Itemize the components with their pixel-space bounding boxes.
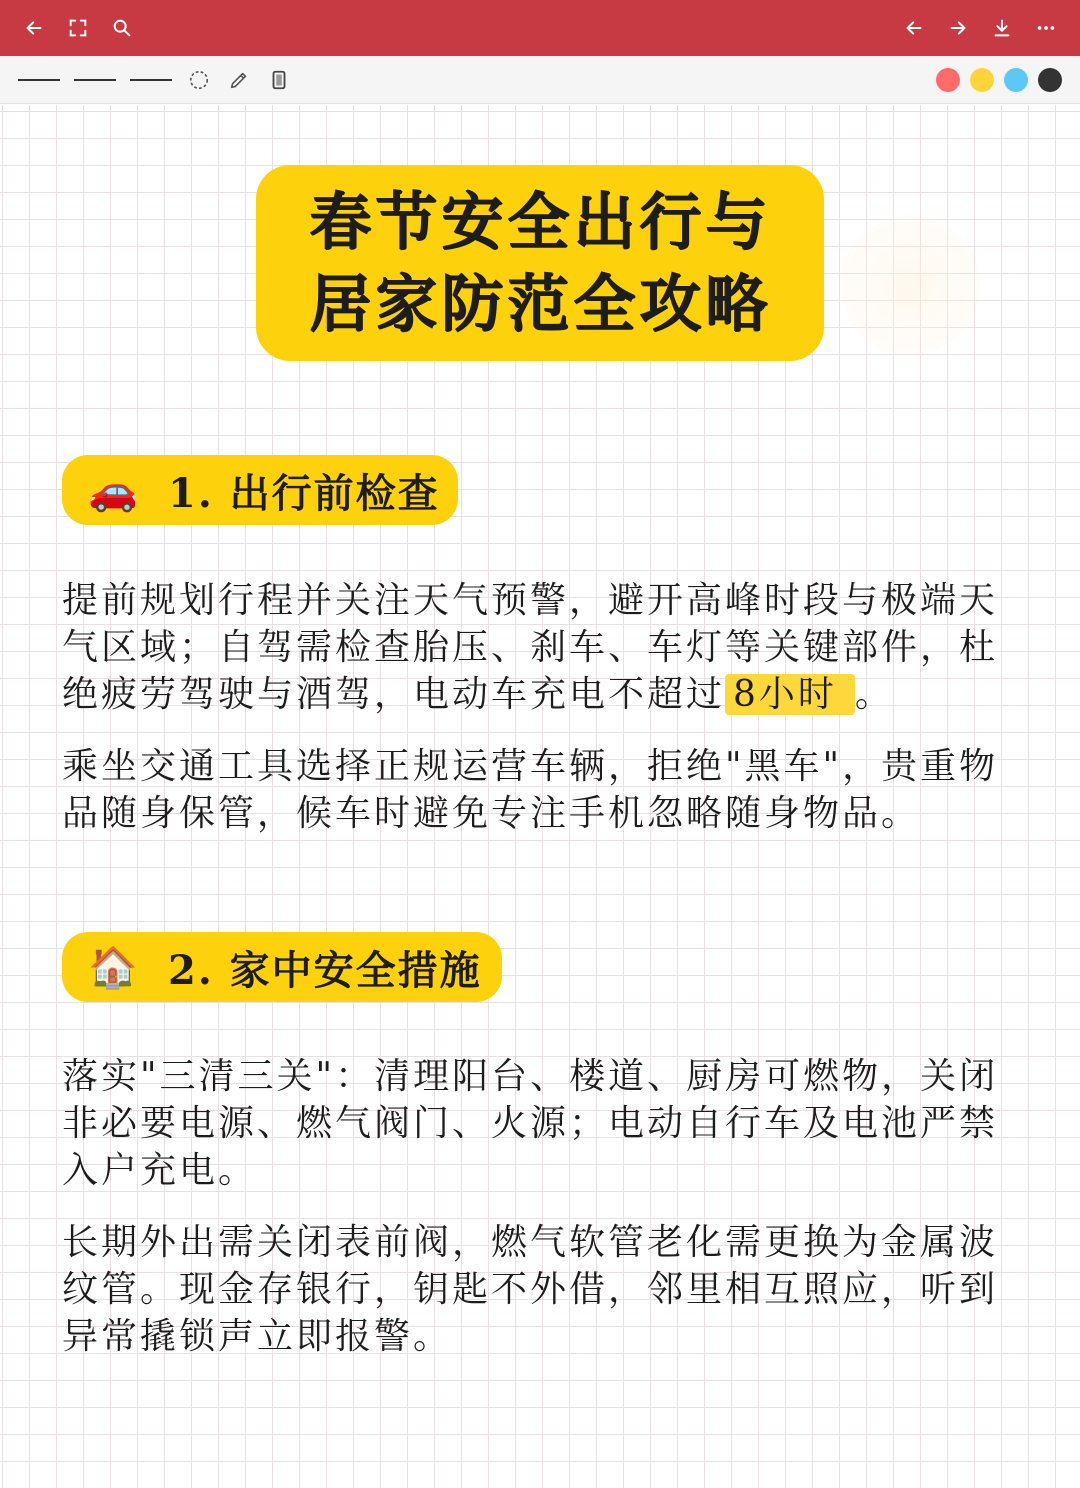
color-swatch-red[interactable] xyxy=(936,68,960,92)
note-canvas[interactable] xyxy=(0,105,1080,1488)
house-icon: 🏠 xyxy=(88,944,138,991)
drawing-toolbar xyxy=(0,56,1080,104)
download-icon[interactable] xyxy=(984,10,1020,46)
title-banner xyxy=(256,165,824,361)
car-icon: 🚗 xyxy=(88,467,138,514)
color-swatch-black[interactable] xyxy=(1038,68,1062,92)
thick-line-tool[interactable] xyxy=(130,79,172,81)
section-1-header xyxy=(62,455,458,525)
back-arrow-icon[interactable] xyxy=(16,10,52,46)
more-options-icon[interactable] xyxy=(1028,10,1064,46)
section-2-title: 2. 家中安全措施 xyxy=(168,946,482,994)
section-1-paragraph-1-text: 提前规划行程并关注天气预警，避开高峰时段与极端天气区域；自驾需检查胎压、刹车、车灯等关键部件，杜绝疲劳驾驶与酒驾，电动车充电不超过 xyxy=(62,580,999,715)
section-1-paragraph-1-end: 。 xyxy=(854,674,894,715)
thin-line-tool[interactable] xyxy=(18,79,60,81)
search-icon[interactable] xyxy=(104,10,140,46)
color-swatch-blue[interactable] xyxy=(1004,68,1028,92)
fullscreen-icon[interactable] xyxy=(60,10,96,46)
section-1-title: 1. 出行前检查 xyxy=(168,469,440,517)
section-2-header xyxy=(62,932,502,1002)
color-swatch-yellow[interactable] xyxy=(970,68,994,92)
medium-line-tool[interactable] xyxy=(74,79,116,81)
undo-arrow-icon[interactable] xyxy=(896,10,932,46)
section-2-paragraph-1: 落实"三清三关"：清理阳台、楼道、厨房可燃物，关闭非必要电源、燃气阀门、火源；电动自行车及电池严禁入户充电。 xyxy=(62,1056,999,1191)
title-line-1: 春节安全出行与 xyxy=(308,185,771,258)
color-swatches xyxy=(936,68,1062,92)
page-icon[interactable] xyxy=(266,67,292,93)
pencil-icon[interactable] xyxy=(226,67,252,93)
redo-arrow-icon[interactable] xyxy=(940,10,976,46)
section-2-paragraph-2: 长期外出需关闭表前阀，燃气软管老化需更换为金属波纹管。现金存银行，钥匙不外借，邻里相互照应，听到异常撬锁声立即报警。 xyxy=(62,1222,999,1357)
decorative-glow xyxy=(840,215,980,355)
tool-group xyxy=(18,67,292,93)
highlight-8-hours: 8小时 xyxy=(725,674,855,715)
top-bar-right-group xyxy=(896,10,1064,46)
section-1-paragraph-2: 乘坐交通工具选择正规运营车辆，拒绝"黑车"，贵重物品随身保管，候车时避免专注手机忽略随身物品。 xyxy=(62,746,999,834)
app-top-bar xyxy=(0,0,1080,56)
title-line-2: 居家防范全攻略 xyxy=(308,267,771,340)
section-1-paragraph-1 xyxy=(62,577,1022,718)
lasso-select-icon[interactable] xyxy=(186,67,212,93)
top-bar-left-group xyxy=(16,10,140,46)
